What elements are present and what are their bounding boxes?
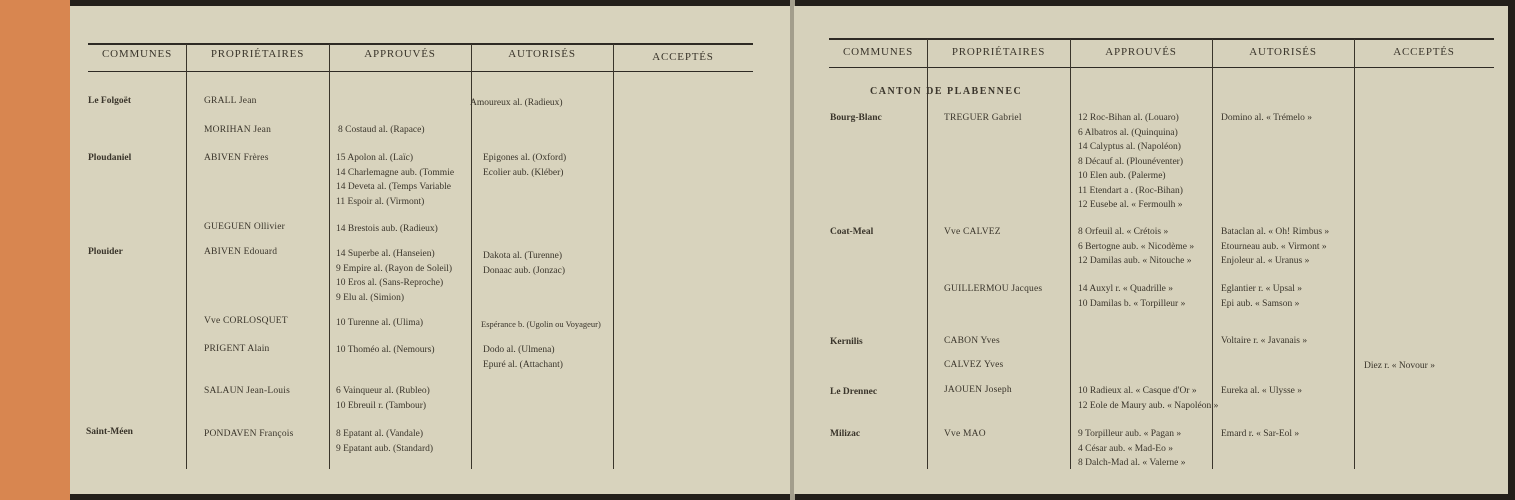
- approuves-entry: 10 Turenne al. (Ulima): [336, 318, 424, 328]
- autorises-entry: Dodo al. (Ulmena): [483, 345, 555, 355]
- header-approuves: APPROUVÉS: [1105, 46, 1177, 58]
- approuves-entry: 14 Brestois aub. (Radieux): [336, 224, 438, 234]
- proprietaire: Vve MAO: [944, 429, 986, 439]
- right-page: [794, 6, 1508, 494]
- approuves-entry: 12 Eole de Maury aub. « Napoléon »: [1078, 400, 1219, 411]
- approuves-entry: 9 Epatant aub. (Standard): [336, 443, 434, 454]
- proprietaire: SALAUN Jean-Louis: [204, 386, 290, 396]
- header-communes: COMMUNES: [102, 48, 172, 60]
- commune-ploudaniel: Ploudaniel: [88, 153, 132, 163]
- autorises-entry: Dakota al. (Turenne): [483, 251, 563, 261]
- approuves-entry: 12 Eusebe al. « Fermoulh »: [1078, 200, 1183, 210]
- proprietaire: GUILLERMOU Jacques: [944, 284, 1043, 294]
- autorises-entry: Epuré al. (Attachant): [483, 359, 563, 370]
- autorises-cell: [483, 249, 565, 278]
- left-page: [70, 6, 792, 494]
- proprietaire: JAOUEN Joseph: [944, 385, 1012, 395]
- autorises-cell: [483, 343, 563, 372]
- autorises-entry: Eureka al. « Ulysse »: [1221, 386, 1302, 396]
- proprietaire: ABIVEN Frères: [204, 153, 269, 163]
- approuves-entry: 8 Epatant al. (Vandale): [336, 429, 424, 439]
- approuves-entry: 10 Thoméo al. (Nemours): [336, 345, 435, 355]
- canton-heading: CANTON DE PLABENNEC: [870, 86, 1023, 97]
- proprietaire: Vve CORLOSQUET: [204, 316, 288, 326]
- autorises-entry: Etourneau aub. « Virmont »: [1221, 241, 1327, 252]
- proprietaire: ABIVEN Edouard: [204, 247, 278, 257]
- commune-le-drennec: Le Drennec: [830, 387, 878, 397]
- proprietaire: CABON Yves: [944, 336, 1000, 346]
- approuves-entry: 10 Ebreuil r. (Tambour): [336, 400, 427, 411]
- commune-saint-meen: Saint-Méen: [86, 427, 133, 437]
- autorises-entry: Enjoleur al. « Uranus »: [1221, 256, 1310, 266]
- approuves-entry: 11 Etendart a . (Roc-Bihan): [1078, 185, 1183, 196]
- commune-le-folgoet: Le Folgoët: [88, 96, 132, 106]
- approuves-entry: 6 Vainqueur al. (Rubleo): [336, 386, 430, 396]
- autorises-entry: Bataclan al. « Oh! Rimbus »: [1221, 227, 1330, 237]
- approuves-entry: 8 Dalch-Mad al. « Valerne »: [1078, 458, 1186, 468]
- approuves-entry: 8 Décauf al. (Plounéventer): [1078, 156, 1183, 167]
- column-divider: [186, 44, 187, 469]
- autorises-entry: Eglantier r. « Upsal »: [1221, 284, 1302, 294]
- approuves-cell: [336, 384, 430, 413]
- autorises-entry: Epi aub. « Samson »: [1221, 298, 1300, 309]
- approuves-cell: [1078, 111, 1183, 213]
- proprietaire: GUEGUEN Ollivier: [204, 222, 286, 232]
- approuves-entry: 15 Apolon al. (Laïc): [336, 153, 414, 163]
- header-acceptes: ACCEPTÉS: [652, 51, 714, 63]
- approuves-cell: [336, 151, 454, 209]
- column-divider: [329, 44, 330, 469]
- approuves-entry: 14 Superbe al. (Hanseien): [336, 249, 435, 259]
- autorises-entry: Emard r. « Sar-Eol »: [1221, 429, 1300, 439]
- approuves-entry: 10 Elen aub. (Palerme): [1078, 171, 1166, 181]
- approuves-entry: 6 Bertogne aub. « Nicodème »: [1078, 241, 1195, 252]
- autorises-entry: Espérance b. (Ugolin ou Voyageur): [481, 319, 601, 329]
- approuves-entry: 10 Eros al. (Sans-Reproche): [336, 278, 444, 288]
- proprietaire: GRALL Jean: [204, 96, 257, 106]
- commune-kernilis: Kernilis: [830, 337, 863, 347]
- approuves-entry: 14 Deveta al. (Temps Variable: [336, 182, 451, 192]
- approuves-entry: 4 César aub. « Mad-Eo »: [1078, 443, 1173, 454]
- autorises-cell: [1221, 282, 1302, 311]
- column-divider: [1070, 39, 1071, 469]
- autorises-entry: Voltaire r. « Javanais »: [1221, 336, 1308, 346]
- autorises-entry: Epigones al. (Oxford): [483, 153, 567, 163]
- column-divider: [927, 39, 928, 469]
- autorises-entry: Donaac aub. (Jonzac): [483, 265, 566, 276]
- approuves-entry: 9 Empire al. (Rayon de Soleil): [336, 263, 453, 274]
- header-bottom-rule: [829, 67, 1494, 68]
- approuves-cell: [336, 247, 452, 305]
- approuves-entry: 8 Costaud al. (Rapace): [338, 125, 425, 135]
- header-approuves: APPROUVÉS: [364, 48, 436, 60]
- commune-bourg-blanc: Bourg-Blanc: [830, 113, 882, 123]
- book-edge: [0, 0, 70, 500]
- approuves-entry: 12 Roc-Bihan al. (Louaro): [1078, 113, 1179, 123]
- header-proprietaires: PROPRIÉTAIRES: [210, 48, 305, 60]
- approuves-entry: 14 Auxyl r. « Quadrille »: [1078, 284, 1173, 294]
- header-top-rule: [829, 38, 1494, 40]
- header-top-rule: [88, 43, 753, 45]
- commune-coat-meal: Coat-Meal: [830, 227, 874, 237]
- commune-milizac: Milizac: [830, 429, 861, 439]
- autorises-entry: Amoureux al. (Radieux): [470, 98, 563, 108]
- autorises-entry: Domino al. « Trémelo »: [1221, 113, 1313, 123]
- approuves-entry: 11 Espoir al. (Virmont): [336, 196, 425, 207]
- header-autorises: AUTORISÉS: [508, 48, 576, 60]
- header-autorises: AUTORISÉS: [1249, 46, 1317, 58]
- column-divider: [1354, 39, 1355, 469]
- header-communes: COMMUNES: [843, 46, 913, 58]
- proprietaire: Vve CALVEZ: [944, 227, 1001, 237]
- approuves-entry: 12 Damilas aub. « Nitouche »: [1078, 256, 1192, 266]
- column-divider: [613, 44, 614, 469]
- approuves-entry: 10 Damilas b. « Torpilleur »: [1078, 298, 1186, 309]
- approuves-entry: 14 Calyptus al. (Napoléon): [1078, 142, 1181, 152]
- proprietaire: MORIHAN Jean: [204, 125, 272, 135]
- approuves-entry: 8 Orfeuil al. « Crétois »: [1078, 227, 1169, 237]
- commune-plouider: Plouider: [88, 247, 123, 257]
- approuves-cell: [1078, 282, 1185, 311]
- approuves-entry: 6 Albatros al. (Quinquina): [1078, 127, 1178, 138]
- header-acceptes: ACCEPTÉS: [1393, 46, 1455, 58]
- approuves-cell: [336, 427, 433, 456]
- header-proprietaires: PROPRIÉTAIRES: [951, 46, 1046, 58]
- proprietaire: CALVEZ Yves: [944, 360, 1004, 370]
- autorises-cell: [483, 151, 566, 180]
- approuves-entry: 9 Torpilleur aub. « Pagan »: [1078, 429, 1182, 439]
- header-bottom-rule: [88, 71, 753, 72]
- proprietaire: PONDAVEN François: [204, 429, 294, 439]
- proprietaire: TREGUER Gabriel: [944, 113, 1022, 123]
- approuves-entry: 14 Charlemagne aub. (Tommie: [336, 167, 455, 178]
- approuves-cell: [1078, 427, 1185, 471]
- autorises-entry: Ecolier aub. (Kléber): [483, 167, 564, 178]
- proprietaire: PRIGENT Alain: [204, 344, 270, 354]
- approuves-entry: 10 Radieux al. « Casque d'Or »: [1078, 386, 1197, 396]
- autorises-cell: [1221, 225, 1329, 269]
- approuves-entry: 9 Elu al. (Simion): [336, 292, 405, 303]
- approuves-cell: [1078, 225, 1194, 269]
- approuves-cell: [1078, 384, 1218, 413]
- acceptes-entry: Diez r. « Novour »: [1364, 361, 1435, 371]
